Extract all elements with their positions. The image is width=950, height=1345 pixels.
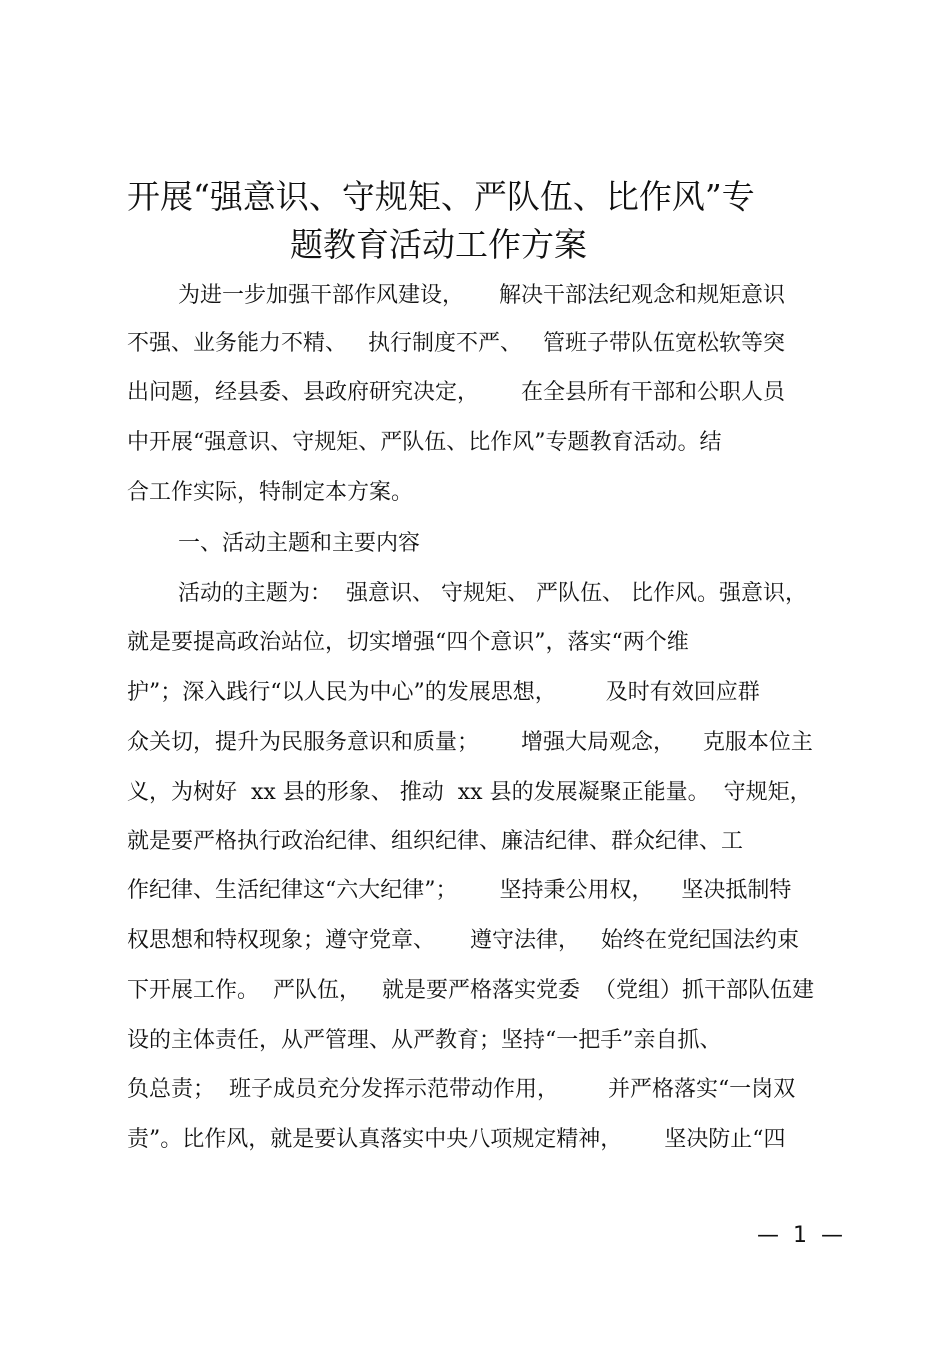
paragraph-line: 负总责； 班子成员充分发挥示范带动作用， 并严格落实“一岗双: [127, 1077, 796, 1102]
document-title-line-2: 题教育活动工作方案: [290, 225, 587, 264]
paragraph-line: 作纪律、生活纪律这“六大纪律”； 坚持秉公用权， 坚决抵制特: [127, 878, 792, 903]
page-number: — 1 —: [757, 1223, 843, 1248]
paragraph-line: 活动的主题为： 强意识、 守规矩、 严队伍、 比作风。强意识，: [178, 581, 807, 606]
paragraph-line: 下开展工作。 严队伍， 就是要严格落实党委 （党组）抓干部队伍建: [127, 978, 814, 1003]
paragraph-line: 为进一步加强干部作风建设， 解决干部法纪观念和规矩意识: [178, 283, 785, 308]
paragraph-line: 出问题，经县委、县政府研究决定， 在全县所有干部和公职人员: [127, 380, 785, 405]
paragraph-line: 就是要严格执行政治纪律、组织纪律、廉洁纪律、群众纪律、工: [127, 829, 744, 854]
paragraph-line: 设的主体责任，从严管理、从严教育；坚持“一把手”亲自抓、: [127, 1028, 722, 1053]
paragraph-line: 护”；深入践行“以人民为中心”的发展思想， 及时有效回应群: [127, 680, 760, 705]
paragraph-line: 责”。比作风，就是要认真落实中央八项规定精神， 坚决防止“四: [127, 1127, 786, 1152]
document-title-line-1: 开展“强意识、守规矩、严队伍、比作风”专: [127, 177, 755, 216]
paragraph-line: 不强、业务能力不精、 执行制度不严、 管班子带队伍宽松软等突: [127, 331, 785, 356]
paragraph-line: 权思想和特权现象；遵守党章、 遵守法律， 始终在党纪国法约束: [127, 928, 799, 953]
paragraph-line: 义，为树好 xx 县的形象、 推动 xx 县的发展凝聚正能量。 守规矩，: [127, 780, 812, 805]
section-heading: 一、活动主题和主要内容: [178, 531, 421, 556]
paragraph-line: 合工作实际，特制定本方案。: [127, 480, 414, 505]
paragraph-line: 众关切，提升为民服务意识和质量； 增强大局观念， 克服本位主: [127, 730, 813, 755]
paragraph-line: 就是要提高政治站位，切实增强“四个意识”，落实“两个维: [127, 630, 689, 655]
paragraph-line: 中开展“强意识、守规矩、严队伍、比作风”专题教育活动。结: [127, 430, 722, 455]
